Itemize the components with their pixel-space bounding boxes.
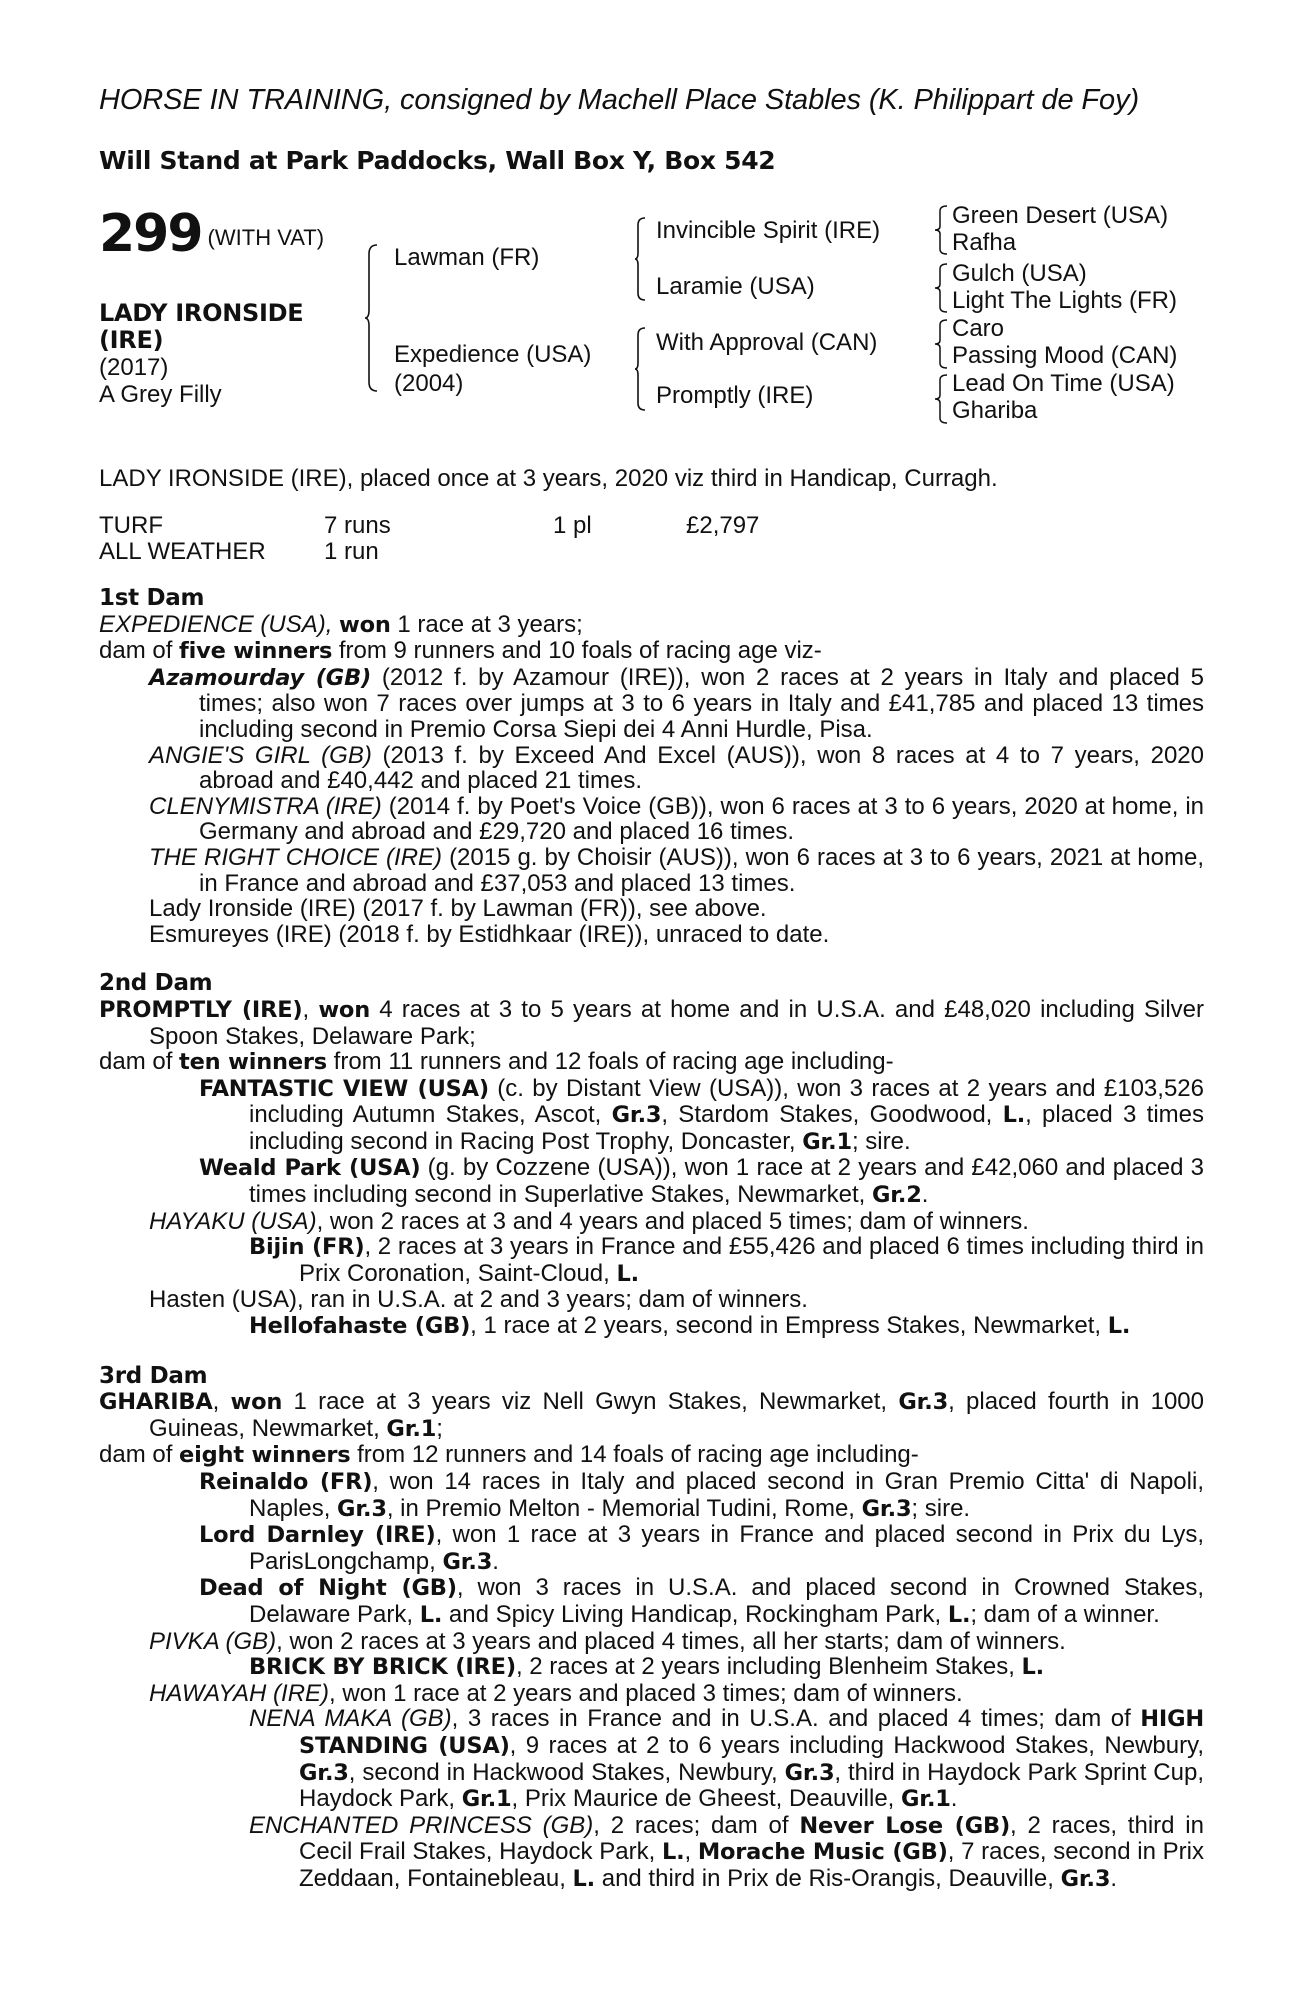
text: , 2 races; dam of [593, 1811, 800, 1839]
text: and third in Prix de Ris-Orangis, Deauville, [595, 1864, 1061, 1892]
produce-item [99, 665, 1204, 743]
text: dam of [99, 637, 180, 665]
text: . [1110, 1864, 1118, 1892]
grade: Gr.1 [901, 1786, 951, 1813]
text: , third in Haydock Park Sprint Cup, Haydock Park, [299, 1758, 1205, 1813]
text: , won 1 race at 3 years in France and placed second in Prix du Lys, ParisLongchamp, [249, 1521, 1205, 1575]
first-dam-section [99, 586, 1204, 947]
text: , won 2 races at 3 years and placed 4 times, all her starts; dam of winners. [276, 1627, 1066, 1655]
race-summary: LADY IRONSIDE (IRE), placed once at 3 years, 2020 viz third in Handicap, Curragh. [99, 465, 998, 492]
text: , 2 races at 2 years including Blenheim Stakes, [515, 1653, 1022, 1681]
sire-sire-name: Invincible Spirit (IRE) [656, 217, 881, 244]
text: ; sire. [911, 1494, 971, 1522]
text: , won 3 races in U.S.A. and placed second in Crowned Stakes, Delaware Park, [249, 1574, 1205, 1628]
produce-name: FANTASTIC VIEW (USA) [199, 1075, 489, 1102]
race-text: 4 races at 3 to 5 years at home and in U.S.A. and £48,020 including Silver Spoon Stakes, Delaware Park; [149, 995, 1205, 1050]
produce-text: (2012 f. by Azamour (IRE)), won 2 races at 2 years in Italy and placed 5 times; also won 7 races over jumps at 3 to 6 years in Italy and £41,785 and placed 13 times including second in Premio Corsa Siepi dei 4 Anni Hurdle, Pisa. [199, 663, 1204, 743]
produce-name: HIGH STANDING (USA) [299, 1706, 1204, 1759]
dam-dam-name: Promptly (IRE) [656, 382, 814, 409]
third-dam-line: GHARIBA, won 1 race at 3 years viz Nell Gwyn Stakes, Newmarket, Gr.3, placed fourth in 1000 Guineas, Newmarket, Gr.1; [99, 1388, 1204, 1442]
produce-name: Never Lose (GB) [799, 1812, 1011, 1839]
text: , 2 races at 3 years in France and £55,426 and placed 6 times including third in Prix Coronation, Saint-Cloud, [299, 1233, 1205, 1287]
winners-count: eight winners [179, 1442, 351, 1469]
second-dam-section [99, 971, 1204, 1339]
dam-name-text: GHARIBA [99, 1389, 213, 1416]
text: . [492, 1547, 499, 1575]
lot-number: 299 [99, 204, 202, 264]
gen4-5: Caro [952, 315, 1005, 342]
produce-item [99, 1469, 1204, 1522]
text: dam of [99, 1441, 180, 1469]
produce-item [99, 794, 1204, 845]
grade: L. [1021, 1654, 1045, 1681]
turf-label: TURF [99, 512, 163, 539]
produce-item [99, 743, 1204, 794]
text: ; sire. [851, 1127, 911, 1155]
brace-icon [934, 205, 948, 255]
produce-item [99, 1813, 1204, 1893]
brace-icon [364, 244, 378, 392]
grade: Gr.3 [299, 1759, 349, 1786]
grade: Gr.3 [784, 1759, 835, 1786]
produce-name: THE RIGHT CHOICE (IRE) [149, 843, 443, 871]
text: ; [436, 1414, 443, 1442]
produce-item [99, 1681, 1204, 1707]
text: , placed fourth in 1000 Guineas, Newmarket, [149, 1388, 1204, 1442]
produce-name: Weald Park (USA) [199, 1155, 421, 1182]
dam-name-text: EXPEDIENCE (USA), [99, 610, 340, 638]
gen4-1: Green Desert (USA) [952, 202, 1169, 229]
text: (c. by Distant View (USA)), won 3 races at 2 years and £103,526 including Autumn Stakes, Ascot, [249, 1074, 1204, 1129]
produce-item [99, 1706, 1204, 1812]
produce-item [99, 845, 1204, 896]
gen4-3: Gulch (USA) [952, 260, 1087, 287]
third-dam-heading: 3rd Dam [99, 1362, 208, 1389]
text: . [950, 1785, 958, 1813]
first-dam-line [99, 612, 1204, 639]
turf-runs: 7 runs [324, 512, 391, 539]
produce-item [99, 1076, 1204, 1156]
grade: Gr.3 [1060, 1865, 1111, 1892]
produce-item [99, 1155, 1204, 1208]
text: 1 race at 3 years viz Nell Gwyn Stakes, Newmarket, [282, 1388, 899, 1416]
text: , in Premio Melton - Memorial Tudini, Rome, [386, 1494, 862, 1522]
gen4-2: Rafha [952, 229, 1017, 256]
text: , second in Hackwood Stakes, Newbury, [348, 1758, 785, 1786]
winners-count: five winners [179, 638, 333, 665]
horse-year: (2017) [99, 354, 169, 381]
text: , [684, 1838, 698, 1866]
produce-name: HAWAYAH (IRE) [149, 1679, 330, 1707]
text: , 3 races in France and in U.S.A. and placed 4 times; dam of [451, 1705, 1141, 1733]
produce-name: Morache Music (GB) [697, 1839, 948, 1866]
produce-text: (2013 f. by Exceed And Excel (AUS)), won 8 races at 4 to 7 years, 2020 abroad and £40,442 and placed 21 times. [199, 741, 1204, 795]
won-text: won [230, 1389, 283, 1416]
lot-number-line [99, 206, 349, 266]
produce-name: HAYAKU (USA) [149, 1207, 317, 1235]
horse-name [99, 300, 349, 354]
grade: L. [419, 1601, 443, 1628]
grade: Gr.3 [442, 1548, 493, 1575]
text: . [921, 1181, 929, 1209]
grade: Gr.1 [802, 1128, 852, 1155]
aw-runs: 1 run [324, 538, 379, 565]
produce-item [99, 1313, 1204, 1340]
produce-item [99, 1654, 1204, 1681]
text: ; dam of a winner. [970, 1600, 1160, 1628]
grade: Gr.3 [898, 1389, 949, 1416]
brace-icon [634, 327, 646, 411]
horse-name-line1: LADY IRONSIDE [99, 299, 304, 327]
produce-name: Bijin (FR) [249, 1234, 365, 1261]
produce-name: NENA MAKA (GB) [249, 1705, 452, 1733]
vat-note: (WITH VAT) [207, 225, 325, 250]
produce-name: Hellofahaste (GB) [249, 1313, 471, 1340]
brace-icon [934, 319, 948, 369]
text: (g. by Cozzene (USA)), won 1 race at 2 years and £42,060 and placed 3 times including second in Superlative Stakes, Newmarket, [249, 1154, 1204, 1209]
third-dam-produce-line [99, 1442, 1204, 1469]
produce-item: Lady Ironside (IRE) (2017 f. by Lawman (FR)), see above. [149, 895, 767, 923]
lot-block [99, 206, 349, 408]
grade: Gr.1 [461, 1786, 512, 1813]
gen4-6: Passing Mood (CAN) [952, 342, 1178, 369]
produce-item: Esmureyes (IRE) (2018 f. by Estidhkaar (IRE)), unraced to date. [149, 920, 830, 948]
turf-placed: 1 pl [553, 512, 592, 539]
brace-icon [634, 217, 646, 301]
gen4-4: Light The Lights (FR) [952, 287, 1177, 314]
grade: Gr.1 [386, 1415, 437, 1442]
produce-name: Azamourday (GB) [149, 664, 372, 691]
text: and Spicy Living Handicap, Rockingham Park, [442, 1600, 948, 1628]
gen4-8: Ghariba [952, 397, 1038, 424]
produce-item [99, 1234, 1204, 1287]
horse-name-line2: (IRE) [99, 326, 164, 354]
dam-sire-name: With Approval (CAN) [656, 329, 878, 356]
grade: Gr.3 [611, 1102, 662, 1129]
second-dam-produce-line [99, 1049, 1204, 1076]
produce-name: CLENYMISTRA (IRE) [149, 792, 382, 820]
text: , won 14 races in Italy and placed second in Gran Premio Citta' di Napoli, Naples, [249, 1468, 1204, 1522]
produce-record [99, 586, 1204, 1917]
text: , won 1 race at 2 years and placed 3 times; dam of winners. [329, 1679, 963, 1707]
first-dam-heading: 1st Dam [99, 585, 205, 611]
race-text: 1 race at 3 years; [390, 610, 583, 638]
text: from 12 runners and 14 foals of racing age including- [350, 1441, 919, 1469]
produce-name: PIVKA (GB) [149, 1627, 277, 1655]
grade: L. [1107, 1313, 1131, 1340]
grade: Gr.3 [861, 1495, 912, 1522]
horse-description: A Grey Filly [99, 381, 222, 408]
text: , Stardom Stakes, Goodwood, [661, 1101, 1003, 1129]
produce-item [99, 1575, 1204, 1628]
text: from 11 runners and 12 foals of racing age including- [327, 1048, 894, 1076]
sire-name: Lawman (FR) [394, 244, 540, 271]
won-text: won [339, 611, 391, 638]
grade: L. [1002, 1102, 1026, 1129]
text: , 7 races, second in Prix Zeddaan, Fontainebleau, [299, 1838, 1204, 1892]
second-dam-line: PROMPTLY (IRE), won 4 races at 3 to 5 years at home and in U.S.A. and £48,020 including Silver Spoon Stakes, Delaware Park; [99, 995, 1205, 1050]
grade: L. [572, 1865, 596, 1892]
aw-label: ALL WEATHER [99, 538, 266, 565]
winners-count: ten winners [179, 1049, 327, 1076]
produce-item [99, 1209, 1204, 1235]
grade: Gr.2 [871, 1182, 922, 1209]
produce-item: Hasten (USA), ran in U.S.A. at 2 and 3 years; dam of winners. [149, 1286, 808, 1314]
produce-text: (2015 g. by Choisir (AUS)), won 6 races at 3 to 6 years, 2021 at home, in France and abroad and £37,053 and placed 13 times. [199, 843, 1204, 897]
turf-earnings: £2,797 [686, 512, 760, 539]
dam-name: Expedience (USA) [394, 341, 592, 368]
third-dam-section [99, 1364, 1204, 1893]
produce-text: (2014 f. by Poet's Voice (GB)), won 6 races at 3 to 6 years, 2020 at home, in Germany and abroad and £29,720 and placed 16 times. [199, 792, 1204, 846]
text: , placed 3 times including second in Racing Post Trophy, Doncaster, [249, 1101, 1204, 1155]
brace-icon [934, 374, 948, 424]
produce-item [99, 1629, 1204, 1655]
produce-name: Lord Darnley (IRE) [199, 1522, 436, 1549]
grade: Gr.3 [337, 1495, 387, 1522]
text: dam of [99, 1048, 180, 1076]
grade: L. [616, 1260, 639, 1287]
sire-dam-name: Laramie (USA) [656, 273, 815, 300]
stand-location: Will Stand at Park Paddocks, Wall Box Y, Box 542 [99, 146, 776, 175]
grade: L. [947, 1601, 971, 1628]
text: , 1 race at 2 years, second in Empress Stakes, Newmarket, [470, 1312, 1108, 1340]
produce-item [99, 1522, 1204, 1575]
first-dam-produce-line [99, 638, 1204, 665]
brace-icon [934, 263, 948, 313]
grade: L. [661, 1839, 685, 1866]
produce-name: Dead of Night (GB) [199, 1575, 457, 1602]
text: from 9 runners and 10 foals of racing age viz- [332, 637, 822, 665]
produce-name: BRICK BY BRICK (IRE) [249, 1654, 516, 1681]
produce-name: ENCHANTED PRINCESS (GB) [249, 1811, 594, 1839]
text: , 9 races at 2 to 6 years including Hackwood Stakes, Newbury, [509, 1731, 1204, 1759]
produce-name: Reinaldo (FR) [199, 1469, 373, 1495]
produce-name: ANGIE'S GIRL (GB) [149, 741, 372, 769]
text: , Prix Maurice de Gheest, Deauville, [511, 1785, 901, 1813]
won-text: won [318, 996, 371, 1023]
dam-name-text: PROMPTLY (IRE) [99, 996, 303, 1023]
consignor-line: HORSE IN TRAINING, consigned by Machell Place Stables (K. Philippart de Foy) [99, 84, 1140, 116]
text: , won 2 races at 3 and 4 years and placed 5 times; dam of winners. [316, 1207, 1029, 1235]
gen4-7: Lead On Time (USA) [952, 370, 1175, 397]
dam-year: (2004) [394, 370, 464, 397]
second-dam-heading: 2nd Dam [99, 970, 213, 997]
text: , 2 races, third in Cecil Frail Stakes, Haydock Park, [299, 1811, 1204, 1866]
